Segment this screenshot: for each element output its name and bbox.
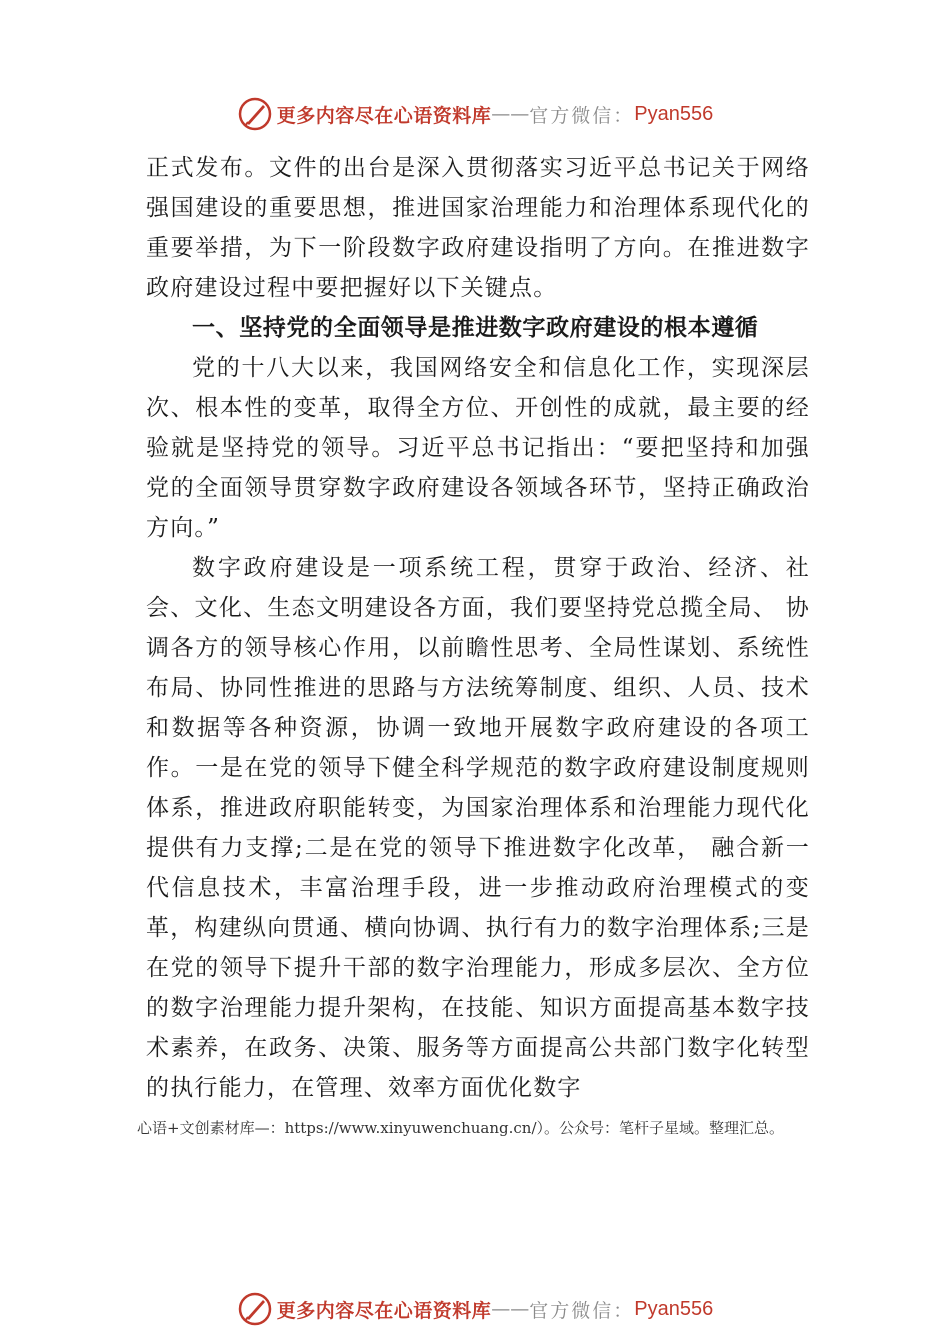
footer-banner (0, 1289, 950, 1329)
footer-wechat-id: Pyan556 (634, 1297, 714, 1320)
paragraph-intro: 正式发布。文件的出台是深入贯彻落实习近平总书记关于网络强国建设的重要思想，推进国家治理能力和治理体系现代化的重要举措，为下一阶段数字政府建设指明了方向。在推进数字政府建设过程中要把握好以下关键点。 (146, 155, 810, 301)
banner-wechat-id: Pyan556 (634, 102, 714, 125)
quill-pen-seal-icon (237, 96, 273, 132)
header-banner (0, 94, 950, 134)
banner-wechat-label: 官方微信： (529, 104, 635, 127)
paragraph-party-leadership: 党的十八大以来，我国网络安全和信息化工作，实现深层次、根本性的变革，取得全方位、开创性的成就，最主要的经验就是坚持党的领导。习近平总书记指出：“要把坚持和加强党的全面领导贯穿数字政府建设各领域各环节，坚持正确政治方向。” (146, 355, 810, 541)
source-footnote: 心语+文创素材库—：https://www.xinyuwenchuang.cn/）。公众号：笔杆子星域。整理汇总。 (137, 1119, 784, 1137)
section-heading-1: 一、坚持党的全面领导是推进数字政府建设的根本遵循 (192, 315, 759, 341)
footer-wechat-label: 官方微信： (529, 1299, 635, 1322)
footer-library-text: 更多内容尽在心语资料库 (276, 1299, 492, 1322)
paragraph-system-engineering: 数字政府建设是一项系统工程，贯穿于政治、经济、社会、文化、生态文明建设各方面，我们要坚持党总揽全局、 协调各方的领导核心作用，以前瞻性思考、全局性谋划、系统性布局、协同性推进的思路与方法统筹制度、组织、人员、技术和数据等各种资源，协调一致地开展数字政府建设的各项工作。一是在党的领导下健全科学规范的数字政府建设制度规则体系，推进政府职能转变，为国家治理体系和治理能力现代化提供有力支撑;二是在党的领导下推进数字化改革， 融合新一代信息技术，丰富治理手段，进一步推动政府治理模式的变革，构建纵向贯通、横向协调、执行有力的数字治理体系;三是在党的领导下提升干部的数字治理能力，形成多层次、全方位的数字治理能力提升架构，在技能、知识方面提高基本数字技术素养，在政务、决策、服务等方面提高公共部门数字化转型的执行能力，在管理、效率方面优化数字 (146, 555, 810, 1101)
quill-pen-seal-icon (237, 1291, 273, 1327)
footer-dash: —— (491, 1298, 530, 1320)
banner-dash: —— (491, 103, 530, 125)
banner-library-text: 更多内容尽在心语资料库 (276, 104, 492, 127)
document-body (146, 148, 810, 1108)
